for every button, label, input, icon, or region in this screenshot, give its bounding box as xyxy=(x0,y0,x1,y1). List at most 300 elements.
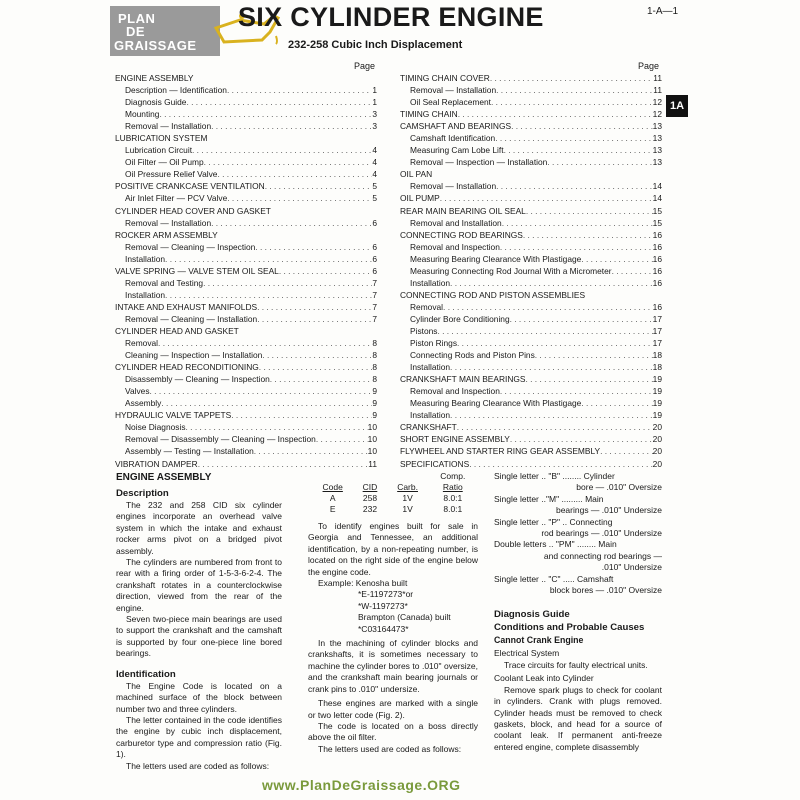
toc-entry-page: 11 xyxy=(368,458,377,469)
toc-entry xyxy=(400,84,662,96)
toc-entry-title: Cleaning — Inspection — Installation xyxy=(125,350,263,361)
toc-entry xyxy=(400,217,662,229)
toc-entry xyxy=(115,277,377,289)
toc-leader xyxy=(270,373,373,385)
toc-entry-page: 16 xyxy=(652,253,662,264)
section-heading: ENGINE ASSEMBLY xyxy=(116,472,212,483)
paragraph: These engines are marked with a single or two letter code (Fig. 2). xyxy=(308,698,478,720)
toc-entry xyxy=(115,289,377,301)
code-line: Single letter .."M" ......... Main xyxy=(494,493,604,504)
toc-entry xyxy=(400,445,662,457)
toc-leader xyxy=(259,361,373,373)
toc-entry-page: 7 xyxy=(372,289,377,300)
toc-leader xyxy=(496,84,653,96)
toc-page-label-left: Page xyxy=(354,61,376,71)
toc-leader xyxy=(257,301,372,313)
toc-entry-title: LUBRICATION SYSTEM xyxy=(115,133,208,144)
toc-entry xyxy=(400,361,662,373)
toc-entry xyxy=(115,192,377,204)
toc-entry-page: 6 xyxy=(372,217,377,228)
code-line: .010" Undersize xyxy=(601,562,662,573)
toc-entry xyxy=(115,108,377,120)
toc-entry xyxy=(400,385,662,397)
toc-leader xyxy=(490,72,653,84)
toc-leader xyxy=(469,458,652,470)
toc-leader xyxy=(161,397,372,409)
code-line: bore — .010" Oversize xyxy=(576,482,662,493)
toc-entry-title: Noise Diagnosis xyxy=(125,422,186,433)
toc-leader xyxy=(581,397,652,409)
table-header: Carb. xyxy=(397,482,418,492)
example-line: *E-1197273*or xyxy=(358,589,414,600)
toc-entry xyxy=(400,313,662,325)
toc-leader xyxy=(457,421,653,433)
toc-leader xyxy=(231,409,372,421)
toc-entry xyxy=(400,397,662,409)
toc-entry xyxy=(400,301,662,313)
table-cell: 232 xyxy=(362,504,378,514)
text-column-1 xyxy=(116,471,282,772)
toc-entry-page: 10 xyxy=(367,434,377,445)
toc-entry-page: 8 xyxy=(372,350,377,361)
toc-entry-page: 4 xyxy=(372,157,377,168)
paragraph: The code is located on a boss directly above the oil filter. xyxy=(308,720,478,743)
toc-entry-title: Removal — Cleaning — Inspection xyxy=(125,241,256,252)
toc-leader xyxy=(612,265,653,277)
paragraph: The Engine Code is located on a machined surface of the block between number two and three cylinders. xyxy=(116,680,282,714)
toc-entry-page: 9 xyxy=(372,386,377,397)
toc-entry-page: 5 xyxy=(372,193,377,204)
toc-entry xyxy=(115,421,377,433)
toc-entry xyxy=(400,168,662,180)
toc-entry-title: Installation xyxy=(410,410,451,421)
toc-entry xyxy=(400,156,662,168)
toc-leader xyxy=(437,325,652,337)
toc-entry-title: Installation xyxy=(410,277,451,288)
toc-leader xyxy=(198,458,369,470)
toc-entry-title: Removal — Cleaning — Installation xyxy=(125,313,258,324)
toc-leader xyxy=(443,301,653,313)
toc-leader xyxy=(496,180,653,192)
toc-entry-page: 4 xyxy=(372,145,377,156)
toc-entry-title: Installation xyxy=(125,253,166,264)
toc-entry-page: 8 xyxy=(372,362,377,373)
toc-entry-page: 16 xyxy=(652,265,662,276)
toc-leader xyxy=(510,433,653,445)
page-subtitle: 232-258 Cubic Inch Displacement xyxy=(288,39,463,51)
toc-leader xyxy=(495,132,652,144)
toc-entry-page: 15 xyxy=(652,217,662,228)
toc-entry xyxy=(400,409,662,421)
toc-entry xyxy=(115,96,377,108)
toc-entry-title: Connecting Rods and Piston Pins xyxy=(410,350,535,361)
toc-entry-page: 6 xyxy=(372,253,377,264)
toc-entry xyxy=(400,277,662,289)
toc-left-column xyxy=(115,72,377,470)
toc-leader xyxy=(227,84,372,96)
table-cell: 1V xyxy=(402,493,413,503)
toc-entry xyxy=(115,325,377,337)
toc-entry-page: 4 xyxy=(372,169,377,180)
toc-entry-title: Removal — Installation xyxy=(125,121,212,132)
toc-entry xyxy=(115,445,377,457)
toc-entry-page: 19 xyxy=(652,410,662,421)
table-cell: 8.0:1 xyxy=(443,493,463,503)
toc-entry-title: OIL PUMP xyxy=(400,193,440,204)
toc-leader xyxy=(316,433,368,445)
toc-entry-title: Measuring Connecting Rod Journal With a Micrometer xyxy=(410,265,612,276)
toc-entry-title: Pistons xyxy=(410,325,438,336)
toc-entry xyxy=(400,458,662,470)
toc-leader xyxy=(192,144,372,156)
toc-leader xyxy=(159,108,372,120)
toc-entry-page: 20 xyxy=(652,458,662,469)
table-row xyxy=(312,493,477,504)
toc-entry-title: ROCKER ARM ASSEMBLY xyxy=(115,229,218,240)
toc-leader xyxy=(523,229,653,241)
toc-entry xyxy=(115,72,377,84)
toc-entry xyxy=(115,409,377,421)
code-line: block bores — .010" Oversize xyxy=(549,585,662,596)
toc-leader xyxy=(265,180,373,192)
toc-entry-title: Installation xyxy=(410,362,451,373)
toc-entry-page: 9 xyxy=(372,410,377,421)
paragraph: The letters used are coded as follows: xyxy=(318,743,462,754)
toc-entry xyxy=(400,349,662,361)
toc-entry-title: CYLINDER HEAD AND GASKET xyxy=(115,325,239,336)
toc-entry-title: Air Inlet Filter — PCV Valve xyxy=(125,193,228,204)
toc-entry-page: 6 xyxy=(372,265,377,276)
toc-entry-page: 3 xyxy=(372,109,377,120)
toc-entry-title: Removal and Testing xyxy=(125,277,204,288)
logo-line-3: GRAISSAGE xyxy=(114,38,197,53)
table-cell: A xyxy=(329,493,336,503)
toc-entry xyxy=(115,397,377,409)
toc-right-column xyxy=(400,72,662,470)
engine-code-table xyxy=(312,471,477,515)
toc-leader xyxy=(150,385,373,397)
toc-entry-page: 16 xyxy=(652,229,662,240)
toc-entry-page: 7 xyxy=(372,313,377,324)
toc-entry-title: INTAKE AND EXHAUST MANIFOLDS xyxy=(115,301,258,312)
toc-entry xyxy=(400,433,662,445)
toc-entry-title: VALVE SPRING — VALVE STEM OIL SEAL xyxy=(115,265,279,276)
table-header-comp: Comp. xyxy=(440,471,466,481)
toc-entry-page: 11 xyxy=(653,85,662,96)
toc-entry xyxy=(115,265,377,277)
toc-entry xyxy=(115,361,377,373)
toc-entry-title: CRANKSHAFT MAIN BEARINGS xyxy=(400,374,526,385)
paragraph: To identify engines built for sale in Georgia and Tennessee, an additional identification, by a non-repeating number, is located on the right side of the engine below the engine code. xyxy=(308,521,478,577)
toc-entry-page: 6 xyxy=(372,241,377,252)
toc-entry xyxy=(115,385,377,397)
toc-entry-title: Measuring Cam Lobe Lift xyxy=(410,145,504,156)
table-header-row xyxy=(312,482,477,493)
toc-entry-page: 7 xyxy=(372,301,377,312)
toc-entry-page: 13 xyxy=(652,133,662,144)
toc-leader xyxy=(535,349,653,361)
table-cell: 1V xyxy=(402,504,413,514)
paragraph: Seven two-piece main bearings are used to support the crankshaft and the camshaft is supported by four one-piece line bored bearings. xyxy=(116,614,282,659)
toc-entry-title: Oil Filter — Oil Pump xyxy=(125,157,204,168)
toc-entry-title: POSITIVE CRANKCASE VENTILATION xyxy=(115,181,265,192)
toc-entry xyxy=(115,433,377,445)
toc-entry-title: Removal — Installation xyxy=(125,217,212,228)
toc-entry xyxy=(115,349,377,361)
code-line: Single letter .. "B" ........ Cylinder xyxy=(494,471,615,481)
code-line: rod bearings — .010" Undersize xyxy=(541,528,662,539)
text-column-3 xyxy=(494,471,662,753)
toc-entry-title: Camshaft Identification xyxy=(410,133,496,144)
toc-entry-title: TIMING CHAIN COVER xyxy=(400,73,490,83)
toc-entry-title: Removal — Disassembly — Cleaning — Inspection xyxy=(125,434,316,445)
paragraph: The cylinders are numbered from front to rear with a firing order of 1-5-3-6-2-4. The crankshaft rotates in a counterclockwise direction, viewed from the rear of the engine. xyxy=(116,557,282,613)
toc-leader xyxy=(526,205,653,217)
page-number: 1-A—1 xyxy=(647,6,679,17)
table-cell: 258 xyxy=(362,493,378,503)
toc-entry-title: HYDRAULIC VALVE TAPPETS xyxy=(115,410,232,421)
toc-entry-page: 10 xyxy=(367,446,377,457)
table-header: Ratio xyxy=(442,482,463,492)
code-line: Double letters .. "PM" ........ Main xyxy=(494,539,617,550)
toc-entry xyxy=(115,373,377,385)
toc-entry-page: 5 xyxy=(372,181,377,192)
toc-entry-title: VIBRATION DAMPER xyxy=(115,458,198,469)
toc-leader xyxy=(211,120,372,132)
paragraph: Trace circuits for faulty electrical units. xyxy=(504,659,648,670)
toc-leader xyxy=(257,313,372,325)
toc-leader xyxy=(450,409,653,421)
toc-leader xyxy=(502,217,653,229)
toc-entry xyxy=(115,156,377,168)
toc-leader xyxy=(504,144,653,156)
toc-entry xyxy=(115,313,377,325)
toc-entry-title: Mounting xyxy=(125,109,160,120)
toc-entry-title: Lubrication Circuit xyxy=(125,145,193,156)
toc-entry xyxy=(115,253,377,265)
toc-leader xyxy=(491,96,653,108)
subsection-label: Coolant Leak into Cylinder xyxy=(494,673,594,684)
code-line: and connecting rod bearings — xyxy=(543,550,662,561)
toc-entry-page: 14 xyxy=(652,193,662,204)
toc-entry-page: 8 xyxy=(372,338,377,349)
toc-leader xyxy=(458,108,653,120)
toc-entry-title: OIL PAN xyxy=(400,169,433,180)
toc-entry-page: 16 xyxy=(652,301,662,312)
toc-leader xyxy=(457,337,653,349)
code-line: bearings — .010" Undersize xyxy=(555,505,662,516)
table-cell: 8.0:1 xyxy=(443,504,463,514)
toc-leader xyxy=(600,445,653,457)
paragraph: The 232 and 258 CID six cylinder engines incorporate an overhead valve system in which the intake and exhaust rocker arms pivot on a bridged pivot assembly. xyxy=(116,500,282,556)
toc-entry-title: CYLINDER HEAD COVER AND GASKET xyxy=(115,205,271,216)
toc-entry xyxy=(400,241,662,253)
toc-leader xyxy=(186,421,368,433)
toc-entry-title: ENGINE ASSEMBLY xyxy=(115,73,194,83)
toc-entry xyxy=(400,289,662,301)
toc-entry-title: Measuring Bearing Clearance With Plastigage xyxy=(410,253,582,264)
toc-entry-title: CYLINDER HEAD RECONDITIONING xyxy=(115,362,259,373)
toc-leader xyxy=(547,156,652,168)
toc-leader xyxy=(510,313,653,325)
toc-entry-page: 16 xyxy=(652,241,662,252)
toc-entry-title: CONNECTING ROD BEARINGS xyxy=(400,229,523,240)
toc-entry-title: Oil Pressure Relief Valve xyxy=(125,169,218,180)
toc-leader xyxy=(500,385,653,397)
toc-entry-title: Diagnosis Guide xyxy=(125,97,187,108)
toc-entry-page: 13 xyxy=(652,157,662,168)
toc-leader xyxy=(217,168,372,180)
toc-entry-title: Removal — Installation xyxy=(410,181,497,192)
paragraph: Remove spark plugs to check for coolant in cylinders. Crank with plugs removed. Cylinder heads must be removed to check gaskets, block, and head for a source of coolant leak. If permanent anti-freeze entered engine, complete disassembly xyxy=(494,684,662,752)
toc-entry xyxy=(115,241,377,253)
table-header: CID xyxy=(362,482,378,492)
toc-entry-title: CONNECTING ROD AND PISTON ASSEMBLIES xyxy=(400,289,586,300)
toc-entry-page: 3 xyxy=(372,121,377,132)
toc-entry-page: 12 xyxy=(652,97,662,108)
toc-entry-page: 17 xyxy=(652,338,662,349)
toc-entry xyxy=(115,132,377,144)
toc-entry xyxy=(400,108,662,120)
toc-entry-title: Removal — Installation xyxy=(410,85,497,96)
toc-entry-page: 20 xyxy=(652,446,662,457)
toc-leader xyxy=(279,265,373,277)
toc-entry xyxy=(115,301,377,313)
code-line: Single letter .. "C" ..... Camshaft xyxy=(494,573,614,584)
toc-entry-title: FLYWHEEL AND STARTER RING GEAR ASSEMBLY xyxy=(400,446,601,457)
toc-entry xyxy=(400,205,662,217)
toc-entry-page: 10 xyxy=(367,422,377,433)
page-title: SIX CYLINDER ENGINE xyxy=(238,2,544,32)
description-heading: Description xyxy=(116,488,169,499)
diagnosis-guide-heading: Diagnosis Guide xyxy=(494,609,570,621)
identification-heading: Identification xyxy=(116,668,176,680)
toc-entry-title: Disassembly — Cleaning — Inspection xyxy=(125,374,270,385)
toc-entry-title: Removal and Inspection xyxy=(410,386,500,397)
toc-entry-page: 15 xyxy=(652,205,662,216)
toc-entry-title: Cylinder Bore Conditioning xyxy=(410,313,510,324)
toc-entry xyxy=(400,192,662,204)
toc-leader xyxy=(165,289,372,301)
code-line: Single letter .. "P" .. Connecting xyxy=(494,516,613,527)
toc-entry-page: 9 xyxy=(372,398,377,409)
toc-leader xyxy=(211,217,372,229)
toc-leader xyxy=(450,277,653,289)
toc-entry-title: SPECIFICATIONS xyxy=(400,458,470,469)
toc-leader xyxy=(227,192,372,204)
paragraph: The letters used are coded as follows: xyxy=(126,760,270,771)
toc-entry-page: 7 xyxy=(372,277,377,288)
toc-entry-page: 20 xyxy=(652,434,662,445)
toc-entry-title: Removal — Inspection — Installation xyxy=(410,157,548,168)
toc-entry-page: 18 xyxy=(652,362,662,373)
logo-line-1: PLAN xyxy=(118,11,156,26)
toc-leader xyxy=(581,253,652,265)
toc-entry-title: Assembly — Testing — Installation xyxy=(125,446,254,457)
toc-entry xyxy=(115,168,377,180)
toc-entry-title: REAR MAIN BEARING OIL SEAL xyxy=(400,205,526,216)
toc-leader xyxy=(511,120,653,132)
toc-page-label-right: Page xyxy=(638,61,660,71)
example-line: *W-1197273* xyxy=(358,600,408,611)
toc-entry xyxy=(400,421,662,433)
paragraph: The letter contained in the code identifies the engine by cubic inch displacement, carburetor type and compression ratio (Fig. 1). xyxy=(116,714,282,760)
toc-entry-page: 17 xyxy=(652,313,662,324)
toc-entry xyxy=(400,253,662,265)
toc-entry xyxy=(400,337,662,349)
toc-entry-title: Valves xyxy=(125,386,150,397)
table-row xyxy=(312,504,477,515)
table-header: Code xyxy=(322,482,343,492)
toc-entry-page: 1 xyxy=(372,85,377,96)
toc-leader xyxy=(255,241,372,253)
toc-entry-title: Installation xyxy=(125,289,166,300)
toc-entry xyxy=(400,265,662,277)
toc-entry-page: 18 xyxy=(652,350,662,361)
toc-entry-page: 14 xyxy=(652,181,662,192)
toc-leader xyxy=(254,445,368,457)
toc-entry xyxy=(400,325,662,337)
toc-entry-title: Removal and Inspection xyxy=(410,241,500,252)
toc-entry xyxy=(115,144,377,156)
toc-entry xyxy=(115,84,377,96)
toc-entry-title: Measuring Bearing Clearance With Plastigage xyxy=(410,398,582,409)
toc-entry xyxy=(400,373,662,385)
toc-leader xyxy=(204,156,373,168)
toc-entry-title: CAMSHAFT AND BEARINGS xyxy=(400,121,512,132)
toc-entry-page: 20 xyxy=(652,422,662,433)
toc-entry xyxy=(400,180,662,192)
toc-entry xyxy=(115,217,377,229)
toc-entry-page: 13 xyxy=(652,145,662,156)
toc-entry-title: Removal xyxy=(125,338,159,349)
toc-entry xyxy=(400,132,662,144)
example-line: *C03164473* xyxy=(358,623,409,634)
toc-entry-page: 19 xyxy=(652,386,662,397)
toc-entry-page: 13 xyxy=(652,121,662,132)
toc-leader xyxy=(262,349,372,361)
toc-entry xyxy=(115,180,377,192)
diagnosis-subheading: Conditions and Probable Causes xyxy=(494,622,645,634)
toc-leader xyxy=(440,192,653,204)
toc-entry xyxy=(400,120,662,132)
toc-entry-page: 8 xyxy=(372,374,377,385)
example-line: Brampton (Canada) built xyxy=(358,612,451,623)
toc-leader xyxy=(203,277,372,289)
toc-entry-page: 16 xyxy=(652,277,662,288)
table-cell: E xyxy=(329,504,336,514)
paragraph: In the machining of cylinder blocks and crankshafts, it is sometimes necessary to machine the cylinder bores to .010" oversize, and the crankshaft main bearing journals or crank pins to .010" undersize. xyxy=(308,638,478,694)
toc-entry-title: Oil Seal Replacement xyxy=(410,97,491,108)
toc-entry-title: CRANKSHAFT xyxy=(400,422,457,433)
toc-leader xyxy=(158,337,372,349)
toc-entry xyxy=(400,72,662,84)
example-label: Example: Kenosha built xyxy=(318,578,408,589)
toc-leader xyxy=(526,373,653,385)
logo-line-2: DE xyxy=(126,24,146,39)
toc-entry-title: Removal and Installation xyxy=(410,217,502,228)
toc-leader xyxy=(186,96,372,108)
subsection-label: Electrical System xyxy=(494,648,560,659)
toc-entry-title: TIMING CHAIN xyxy=(400,109,458,120)
toc-entry xyxy=(115,229,377,241)
text-column-2 xyxy=(308,471,478,755)
toc-entry-page: 17 xyxy=(652,325,662,336)
toc-leader xyxy=(500,241,653,253)
toc-entry-title: Assembly xyxy=(125,398,162,409)
toc-entry xyxy=(115,205,377,217)
toc-entry-title: Removal xyxy=(410,301,444,312)
